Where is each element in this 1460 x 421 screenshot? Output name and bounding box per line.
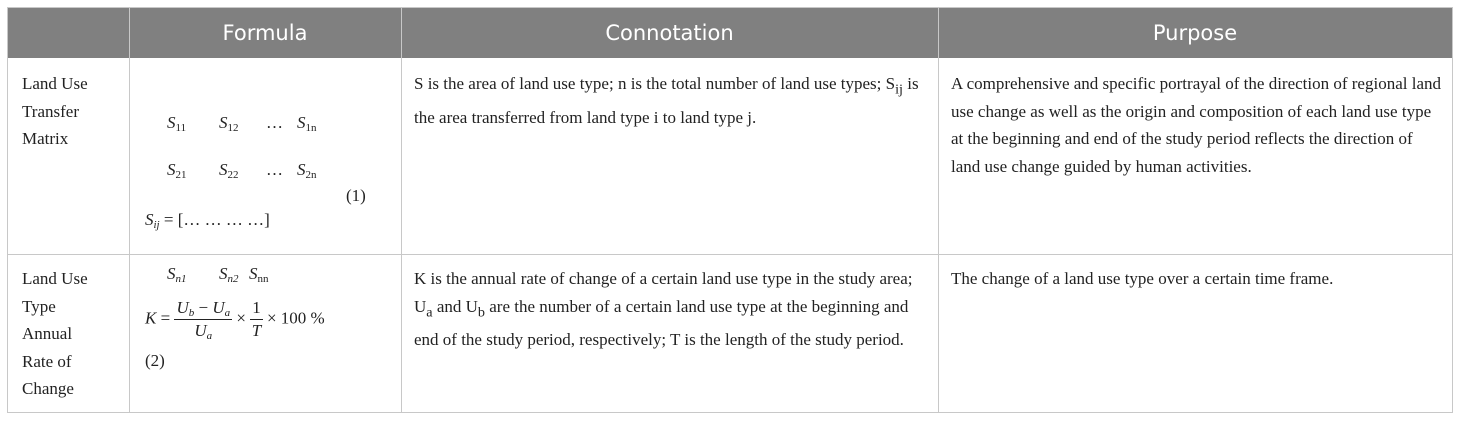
header-purpose: Purpose [1152, 21, 1238, 45]
equation-number: (1) [346, 186, 366, 205]
row-name-line: Land Use [22, 269, 88, 288]
matrix-entry: $S_{1n}$ [297, 113, 317, 134]
row-name-line: Matrix [22, 129, 69, 148]
row-name-line: Type [22, 296, 56, 316]
matrix-entry: $S_{22}$ [219, 160, 239, 181]
formula-annual-rate: K = $\frac{U_b - U_a}{U_a}$ × $\frac{1}{T}$ × 100 % [145, 298, 325, 342]
fraction: $\frac{U_b - U_a}{U_a}$ [176, 298, 231, 342]
matrix-entry: $S_{21}$ [167, 160, 187, 181]
row-name-line: Land Use [22, 74, 88, 93]
column-divider [129, 8, 130, 412]
matrix-entry: $S_{12}$ [219, 113, 239, 134]
matrix-dots: … [266, 113, 283, 132]
connotation-annual-rate: K is the annual rate of change of a certain land use type in the study area; $U_a$ and $U_b$ are the number of a certain land use type at the beginning and end of the study period, respectively; T is the length of the study period. [414, 269, 913, 350]
methods-table [7, 7, 1453, 413]
purpose-transfer-matrix: A comprehensive and specific portrayal of the direction of regional land use change as well as the origin and composition of each land use type at the beginning and end of the study period reflects the direction of land use change guided by human activities. [951, 74, 1441, 176]
connotation-transfer-matrix: S is the area of land use type; n is the total number of land use types; $S_{ij}$ is the area transferred from land type i to land type j. [414, 74, 919, 127]
header-empty [8, 8, 129, 58]
table-header [8, 8, 1452, 58]
header-formula: Formula [222, 21, 308, 45]
matrix-entry: $S_{2n}$ [297, 160, 317, 181]
row-name-transfer-matrix [22, 70, 122, 153]
matrix-entry: $S_{11}$ [167, 113, 187, 134]
matrix-entry: $S_{n1}$ [167, 264, 187, 285]
row-name-line: Rate of [22, 351, 72, 371]
matrix-entry: $S_{n2}$ [219, 264, 239, 285]
fraction: $\frac{1}{T}$ [251, 298, 262, 340]
row-divider [8, 254, 1452, 255]
column-divider [401, 8, 402, 412]
column-divider [938, 8, 939, 412]
matrix-dots: … [266, 160, 283, 179]
matrix-entry: $S_{nn}$ [249, 264, 269, 285]
matrix-equation: $S_{ij}$ = [… … … …] [145, 210, 270, 231]
equation-number: (2) [145, 351, 165, 370]
row-name-line: Annual [22, 324, 73, 343]
row-name-line: Change [22, 379, 74, 398]
row-name-annual-rate [22, 265, 122, 403]
header-connotation: Connotation [605, 21, 734, 45]
purpose-annual-rate: The change of a land use type over a certain time frame. [951, 269, 1334, 288]
row-name-line: Transfer [22, 101, 79, 121]
